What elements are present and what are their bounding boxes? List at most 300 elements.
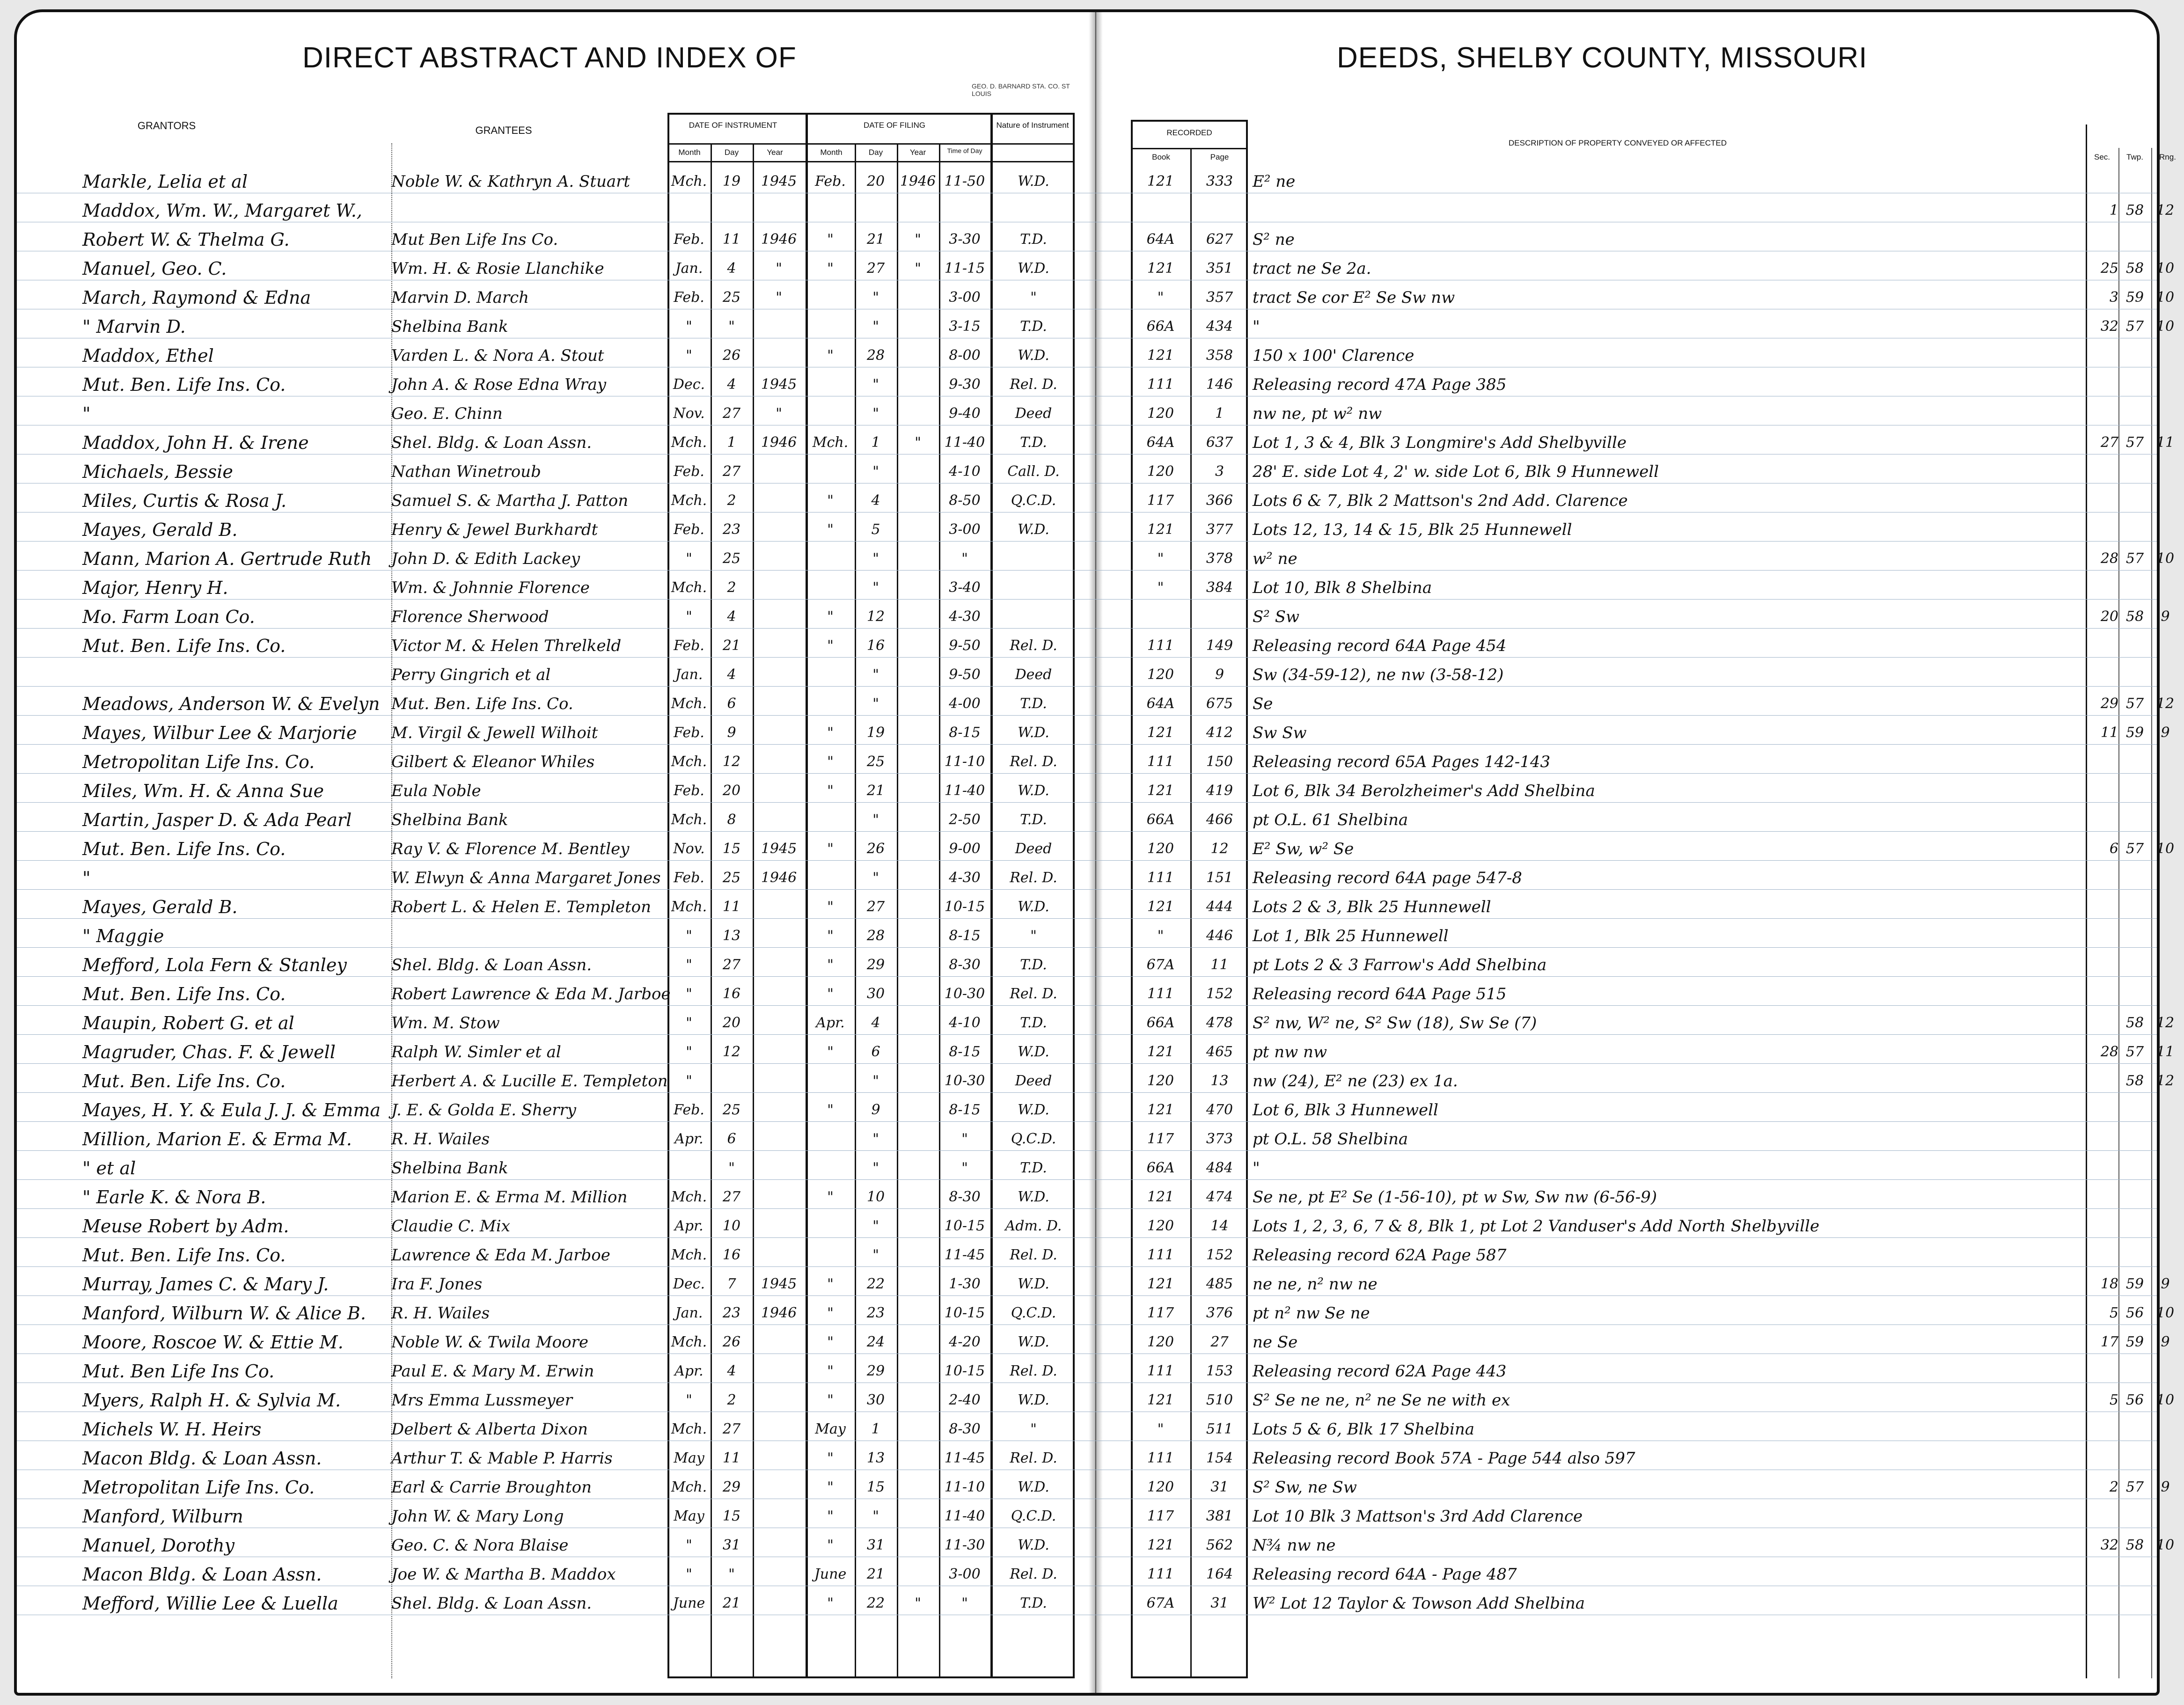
grantee-cell: Geo. E. Chinn: [391, 404, 503, 423]
filing-day-cell: 24: [866, 1334, 885, 1350]
instrument-month-cell: ": [686, 1073, 692, 1089]
rng-cell: 10: [2156, 260, 2175, 277]
row-rule: [17, 657, 2157, 658]
grantee-cell: Mrs Emma Lussmeyer: [391, 1391, 573, 1410]
row-rule: [17, 1005, 2157, 1006]
instrument-day-cell: 21: [722, 1595, 741, 1611]
time-of-day-cell: 11-40: [944, 1508, 985, 1524]
nature-cell: Q.C.D.: [1011, 1305, 1056, 1321]
description-cell: Releasing record 64A page 547-8: [1253, 869, 1522, 887]
book-cell: 120: [1147, 463, 1174, 480]
sec-cell: 17: [2100, 1334, 2118, 1350]
filing-day-cell: 6: [871, 1044, 880, 1060]
instrument-day-cell: 27: [722, 1189, 741, 1205]
header-f-year: Year: [909, 148, 926, 157]
instrument-day-cell: 4: [727, 1363, 736, 1379]
row-rule: [17, 715, 2157, 716]
filing-day-cell: 5: [871, 521, 880, 538]
instrument-month-cell: Mch.: [671, 434, 707, 451]
instrument-day-cell: 29: [722, 1479, 741, 1495]
page-cell: 412: [1206, 724, 1233, 741]
instrument-day-cell: 4: [727, 608, 736, 625]
twp-cell: 57: [2125, 1044, 2144, 1060]
instrument-month-cell: Feb.: [674, 783, 704, 799]
instrument-month-cell: Mch.: [671, 1189, 707, 1205]
instrument-year-cell: 1946: [761, 434, 797, 451]
description-cell: Sw (34-59-12), ne nw (3-58-12): [1253, 666, 1504, 684]
rng-cell: 12: [2156, 202, 2175, 219]
instrument-month-cell: Dec.: [673, 1276, 705, 1292]
row-rule: [17, 889, 2157, 890]
rng-cell: 9: [2161, 1479, 2170, 1495]
nature-cell: W.D.: [1018, 260, 1049, 277]
book-cell: 66A: [1146, 318, 1175, 335]
book-cell: 121: [1147, 783, 1174, 799]
description-cell: S² Sw: [1253, 607, 1300, 626]
grantee-cell: W. Elwyn & Anna Margaret Jones: [391, 869, 661, 887]
header-book: Book: [1152, 153, 1170, 161]
grantor-cell: Major, Henry H.: [82, 578, 228, 598]
page-cell: 446: [1206, 928, 1233, 944]
sec-cell: 29: [2100, 695, 2118, 712]
instrument-month-cell: ": [686, 608, 692, 625]
row-rule: [17, 831, 2157, 832]
nature-cell: Q.C.D.: [1011, 1508, 1056, 1524]
time-of-day-cell: 10-30: [944, 1073, 985, 1089]
description-cell: Lot 1, 3 & 4, Blk 3 Longmire's Add Shelbyville: [1253, 433, 1627, 452]
instrument-month-cell: Feb.: [674, 637, 704, 654]
grantor-cell: Mut. Ben. Life Ins. Co.: [82, 374, 286, 395]
page-cell: 474: [1206, 1189, 1233, 1205]
time-of-day-cell: 11-40: [944, 434, 985, 451]
header-i-day: Day: [724, 148, 739, 157]
grantor-cell: Maddox, Ethel: [82, 345, 214, 366]
filing-month-cell: ": [827, 521, 834, 538]
filing-year-cell: 1946: [900, 173, 936, 190]
instrument-day-cell: 21: [722, 637, 741, 654]
grantor-cell: Mayes, Gerald B.: [82, 520, 238, 540]
row-rule: [17, 773, 2157, 774]
instrument-month-cell: ": [686, 986, 692, 1002]
instrument-month-cell: Jan.: [675, 666, 703, 683]
sec-cell: 3: [2109, 289, 2118, 306]
description-cell: N¾ nw ne: [1253, 1536, 1336, 1555]
filing-month-cell: ": [827, 1102, 834, 1118]
sec-cell: 1: [2109, 202, 2118, 219]
rng-cell: 9: [2161, 724, 2170, 741]
row-rule: [17, 918, 2157, 919]
description-cell: Lots 6 & 7, Blk 2 Mattson's 2nd Add. Clarence: [1253, 491, 1628, 510]
instrument-month-cell: Apr.: [674, 1363, 704, 1379]
row-rule: [17, 570, 2157, 571]
nature-cell: ": [1030, 289, 1037, 306]
description-cell: tract ne Se 2a.: [1253, 259, 1371, 278]
instrument-month-cell: May: [674, 1450, 704, 1466]
time-of-day-cell: 9-40: [949, 405, 981, 422]
filing-month-cell: ": [827, 841, 834, 857]
page-cell: 1: [1215, 405, 1224, 422]
instrument-day-cell: 19: [722, 173, 741, 190]
instrument-month-cell: Mch.: [671, 695, 707, 712]
rng-cell: 10: [2156, 1537, 2175, 1553]
row-rule: [17, 541, 2157, 542]
twp-cell: 58: [2125, 1073, 2144, 1089]
instrument-day-cell: 11: [722, 899, 741, 915]
grantor-cell: Maddox, John H. & Irene: [82, 432, 309, 453]
filing-month-cell: May: [815, 1421, 846, 1437]
filing-day-cell: 12: [866, 608, 885, 625]
nature-cell: ": [1030, 928, 1037, 944]
book-cell: 121: [1147, 347, 1174, 364]
sec-cell: 6: [2109, 841, 2118, 857]
book-cell: 117: [1147, 1508, 1174, 1524]
filing-month-cell: ": [827, 637, 834, 654]
nature-cell: Rel. D.: [1010, 1566, 1057, 1582]
nature-cell: W.D.: [1018, 521, 1049, 538]
grantee-cell: Shel. Bldg. & Loan Assn.: [391, 433, 592, 452]
instrument-day-cell: 6: [727, 695, 736, 712]
instrument-year-cell: 1946: [761, 1305, 797, 1321]
grantor-cell: Mut. Ben. Life Ins. Co.: [82, 636, 286, 656]
grantor-cell: Meadows, Anderson W. & Evelyn: [82, 694, 380, 714]
filing-month-cell: ": [827, 783, 834, 799]
time-of-day-cell: 8-00: [949, 347, 981, 364]
grantee-cell: Shelbina Bank: [391, 811, 508, 829]
sec-cell: 5: [2109, 1305, 2118, 1321]
filing-year-cell: ": [915, 260, 921, 277]
grantee-cell: Ralph W. Simler et al: [391, 1043, 561, 1061]
instrument-month-cell: Mch.: [671, 579, 707, 596]
twp-cell: 59: [2125, 724, 2144, 741]
grantor-cell: Mo. Farm Loan Co.: [82, 607, 255, 627]
description-cell: E² ne: [1253, 172, 1296, 191]
filing-day-cell: 28: [866, 347, 885, 364]
page-cell: 358: [1206, 347, 1233, 364]
grantee-cell: Ira F. Jones: [391, 1275, 483, 1294]
book-cell: 121: [1147, 1392, 1174, 1408]
page-cell: 637: [1206, 434, 1233, 451]
filing-month-cell: ": [827, 1595, 834, 1611]
page-cell: 14: [1210, 1218, 1229, 1234]
ledger-book: [14, 9, 2176, 1696]
instrument-month-cell: Jan.: [675, 1305, 703, 1321]
time-of-day-cell: 3-30: [949, 231, 981, 248]
page-cell: 154: [1206, 1450, 1233, 1466]
nature-cell: W.D.: [1018, 347, 1049, 364]
description-cell: ne ne, n² nw ne: [1253, 1275, 1378, 1294]
time-of-day-cell: 4-00: [949, 695, 981, 712]
row-rule: [17, 744, 2157, 745]
filing-month-cell: ": [827, 957, 834, 973]
instrument-month-cell: Feb.: [674, 1102, 704, 1118]
grantor-cell: Magruder, Chas. F. & Jewell: [82, 1042, 336, 1062]
description-cell: w² ne: [1253, 549, 1297, 568]
time-of-day-cell: 4-10: [949, 1015, 981, 1031]
page-cell: 485: [1206, 1276, 1233, 1292]
book-cell: ": [1157, 1421, 1164, 1437]
filing-day-cell: 31: [866, 1537, 885, 1553]
nature-cell: Deed: [1015, 1073, 1052, 1089]
filing-day-cell: 19: [866, 724, 885, 741]
description-cell: ne Se: [1253, 1333, 1298, 1352]
grantor-cell: Mut. Ben. Life Ins. Co.: [82, 839, 286, 859]
grantee-cell: Perry Gingrich et al: [391, 666, 551, 684]
page-cell: 13: [1210, 1073, 1229, 1089]
filing-month-cell: Feb.: [815, 173, 846, 190]
rng-cell: 10: [2156, 550, 2175, 567]
filing-day-cell: 27: [866, 899, 885, 915]
instrument-day-cell: 9: [727, 724, 736, 741]
twp-cell: 56: [2125, 1305, 2144, 1321]
time-of-day-cell: 1-30: [949, 1276, 981, 1292]
description-cell: Releasing record 62A Page 443: [1253, 1362, 1507, 1381]
header-date-of-filing: DATE OF FILING: [864, 121, 925, 130]
twp-cell: 58: [2125, 1015, 2144, 1031]
filing-month-cell: ": [827, 754, 834, 770]
filing-day-cell: ": [872, 1508, 879, 1524]
header-page: Page: [1210, 153, 1229, 161]
nature-cell: W.D.: [1018, 724, 1049, 741]
nature-cell: Deed: [1015, 405, 1052, 422]
page-cell: 164: [1206, 1566, 1233, 1582]
time-of-day-cell: 9-00: [949, 841, 981, 857]
time-of-day-cell: 11-30: [944, 1537, 985, 1553]
grantor-cell: Mefford, Lola Fern & Stanley: [82, 955, 347, 975]
left-page-title: DIRECT ABSTRACT AND INDEX OF: [302, 42, 797, 74]
twp-cell: 59: [2125, 1276, 2144, 1292]
grantee-cell: Ray V. & Florence M. Bentley: [391, 840, 630, 858]
time-of-day-cell: 8-15: [949, 928, 981, 944]
time-of-day-cell: 3-00: [949, 289, 981, 306]
time-of-day-cell: 8-30: [949, 957, 981, 973]
book-cell: 120: [1147, 666, 1174, 683]
row-rule: [17, 1208, 2157, 1209]
time-of-day-cell: 8-30: [949, 1421, 981, 1437]
book-cell: 67A: [1146, 1595, 1175, 1611]
filing-day-cell: ": [872, 376, 879, 393]
book-cell: 66A: [1146, 1160, 1175, 1176]
row-rule: [17, 1237, 2157, 1238]
instrument-month-cell: ": [686, 1537, 692, 1553]
filing-day-cell: ": [872, 812, 879, 828]
nature-cell: T.D.: [1020, 1160, 1047, 1176]
book-cell: 64A: [1146, 231, 1175, 248]
grantee-cell: Joe W. & Martha B. Maddox: [391, 1565, 616, 1584]
grantor-cell: Miles, Wm. H. & Anna Sue: [82, 781, 324, 801]
instrument-day-cell: 2: [727, 1392, 736, 1408]
page-cell: 484: [1206, 1160, 1233, 1176]
description-cell: Lot 6, Blk 3 Hunnewell: [1253, 1101, 1438, 1120]
grantor-cell: Robert W. & Thelma G.: [82, 229, 290, 250]
header-f-month: Month: [820, 148, 843, 157]
grantor-cell: Myers, Ralph H. & Sylvia M.: [82, 1390, 341, 1411]
grantee-cell: M. Virgil & Jewell Wilhoit: [391, 724, 598, 742]
header-description: DESCRIPTION OF PROPERTY CONVEYED OR AFFECTED: [1509, 139, 1727, 147]
description-cell: Releasing record 62A Page 587: [1253, 1246, 1507, 1265]
grantee-cell: Shel. Bldg. & Loan Assn.: [391, 956, 592, 974]
row-rule: [17, 599, 2157, 600]
time-of-day-cell: 8-15: [949, 1044, 981, 1060]
time-of-day-cell: 11-15: [944, 260, 985, 277]
time-of-day-cell: ": [961, 1131, 968, 1147]
book-cell: 111: [1147, 754, 1174, 770]
book-cell: 121: [1147, 1276, 1174, 1292]
header-i-year: Year: [767, 148, 783, 157]
instrument-month-cell: Feb.: [674, 521, 704, 538]
rng-cell: 12: [2156, 1073, 2175, 1089]
sec-cell: 18: [2100, 1276, 2118, 1292]
page-cell: 3: [1215, 463, 1224, 480]
filing-month-cell: ": [827, 1508, 834, 1524]
book-cell: 64A: [1146, 695, 1175, 712]
nature-cell: T.D.: [1020, 812, 1047, 828]
nature-cell: T.D.: [1020, 957, 1047, 973]
grantee-cell: Herbert A. & Lucille E. Templeton: [391, 1072, 668, 1090]
time-of-day-cell: ": [961, 1160, 968, 1176]
grantee-cell: Robert L. & Helen E. Templeton: [391, 898, 652, 916]
time-of-day-cell: 10-15: [944, 899, 985, 915]
filing-day-cell: 23: [866, 1305, 885, 1321]
nature-cell: W.D.: [1018, 783, 1049, 799]
header-i-month: Month: [678, 148, 701, 157]
right-page-title: DEEDS, SHELBY COUNTY, MISSOURI: [1337, 42, 1868, 74]
row-rule: [17, 1324, 2157, 1325]
row-rule: [17, 1121, 2157, 1122]
description-cell: Lots 2 & 3, Blk 25 Hunnewell: [1253, 898, 1491, 916]
time-of-day-cell: 10-30: [944, 986, 985, 1002]
description-cell: tract Se cor E² Se Sw nw: [1253, 288, 1455, 307]
instrument-day-cell: 25: [722, 289, 741, 306]
instrument-day-cell: 26: [722, 347, 741, 364]
sec-cell: 27: [2100, 434, 2118, 451]
row-rule: [17, 1092, 2157, 1093]
filing-month-cell: ": [827, 1334, 834, 1350]
grantor-cell: Maupin, Robert G. et al: [82, 1013, 294, 1033]
description-cell: Lots 1, 2, 3, 6, 7 & 8, Blk 1, pt Lot 2 Vanduser's Add North Shelbyville: [1253, 1217, 1819, 1236]
description-cell: Releasing record 65A Pages 142-143: [1253, 753, 1551, 771]
time-of-day-cell: 3-40: [949, 579, 981, 596]
grantee-cell: John W. & Mary Long: [391, 1507, 564, 1526]
book-cell: ": [1157, 579, 1164, 596]
twp-cell: 57: [2125, 434, 2144, 451]
instrument-day-cell: 8: [727, 812, 736, 828]
grantee-cell: Florence Sherwood: [391, 607, 549, 626]
description-cell: pt O.L. 58 Shelbina: [1253, 1130, 1408, 1149]
nature-cell: Rel. D.: [1010, 637, 1057, 654]
nature-cell: W.D.: [1018, 1044, 1049, 1060]
filing-month-cell: ": [827, 1450, 834, 1466]
instrument-month-cell: Nov.: [673, 405, 705, 422]
instrument-day-cell: 12: [722, 754, 741, 770]
nature-cell: Rel. D.: [1010, 1247, 1057, 1263]
description-cell: pt n² nw Se ne: [1253, 1304, 1370, 1323]
grantee-cell: Mut Ben Life Ins Co.: [391, 230, 558, 249]
instrument-month-cell: May: [674, 1508, 704, 1524]
header-rng: Rng.: [2159, 153, 2176, 161]
grantee-cell: John D. & Edith Lackey: [391, 549, 580, 568]
row-rule: [17, 802, 2157, 803]
twp-cell: 58: [2125, 260, 2144, 277]
instrument-year-cell: 1945: [761, 1276, 797, 1292]
description-cell: Releasing record Book 57A - Page 544 also 597: [1253, 1449, 1635, 1468]
filing-day-cell: 29: [866, 957, 885, 973]
page-cell: 510: [1206, 1392, 1233, 1408]
page-cell: 511: [1206, 1421, 1233, 1437]
page-cell: 478: [1206, 1015, 1233, 1031]
instrument-day-cell: 27: [722, 463, 741, 480]
instrument-day-cell: 13: [722, 928, 741, 944]
rng-cell: 9: [2161, 608, 2170, 625]
time-of-day-cell: 4-30: [949, 870, 981, 886]
grantor-cell: Meuse Robert by Adm.: [82, 1216, 289, 1237]
description-cell: Lot 10, Blk 8 Shelbina: [1253, 578, 1432, 597]
instrument-month-cell: Mch.: [671, 173, 707, 190]
instrument-month-cell: ": [686, 1392, 692, 1408]
description-cell: Releasing record 64A Page 454: [1253, 637, 1507, 655]
description-cell: W² Lot 12 Taylor & Towson Add Shelbina: [1253, 1594, 1585, 1613]
row-rule: [17, 947, 2157, 948]
time-of-day-cell: 10-15: [944, 1218, 985, 1234]
page-cell: 151: [1206, 870, 1233, 886]
page-cell: 351: [1206, 260, 1233, 277]
description-cell: Lots 5 & 6, Blk 17 Shelbina: [1253, 1420, 1475, 1439]
grantor-cell: Manuel, Geo. C.: [82, 258, 227, 279]
grantor-cell: Murray, James C. & Mary J.: [82, 1274, 329, 1295]
filing-day-cell: ": [872, 550, 879, 567]
time-of-day-cell: 11-45: [944, 1450, 985, 1466]
time-of-day-cell: 10-15: [944, 1305, 985, 1321]
nature-cell: Rel. D.: [1010, 754, 1057, 770]
book-cell: 120: [1147, 1218, 1174, 1234]
page-cell: 562: [1206, 1537, 1233, 1553]
book-cell: ": [1157, 550, 1164, 567]
filing-day-cell: ": [872, 870, 879, 886]
description-cell: S² Sw, ne Sw: [1253, 1478, 1357, 1497]
instrument-month-cell: Feb.: [674, 289, 704, 306]
filing-month-cell: ": [827, 1189, 834, 1205]
page-cell: 376: [1206, 1305, 1233, 1321]
instrument-day-cell: 6: [727, 1131, 736, 1147]
description-cell: Releasing record 47A Page 385: [1253, 375, 1507, 394]
sec-cell: 32: [2100, 318, 2118, 335]
book-cell: 120: [1147, 1073, 1174, 1089]
instrument-day-cell: ": [728, 1160, 735, 1176]
instrument-month-cell: June: [673, 1595, 705, 1611]
filing-month-cell: ": [827, 1363, 834, 1379]
grantee-cell: Delbert & Alberta Dixon: [391, 1420, 588, 1439]
filing-day-cell: 4: [871, 492, 880, 509]
book-cell: 121: [1147, 724, 1174, 741]
grantee-cell: Wm. M. Stow: [391, 1014, 500, 1032]
nature-cell: Rel. D.: [1010, 870, 1057, 886]
grantee-cell: Wm. H. & Rosie Llanchike: [391, 259, 604, 278]
filing-day-cell: 15: [866, 1479, 885, 1495]
twp-cell: 57: [2125, 550, 2144, 567]
filing-month-cell: ": [827, 1044, 834, 1060]
page-cell: 366: [1206, 492, 1233, 509]
row-rule: [17, 1150, 2157, 1151]
filing-day-cell: ": [872, 666, 879, 683]
book-cell: 66A: [1146, 1015, 1175, 1031]
page-cell: 377: [1206, 521, 1233, 538]
book-cell: 121: [1147, 1102, 1174, 1118]
grantee-cell: J. E. & Golda E. Sherry: [391, 1101, 576, 1120]
instrument-day-cell: 11: [722, 1450, 741, 1466]
instrument-month-cell: Mch.: [671, 754, 707, 770]
book-cell: 111: [1147, 870, 1174, 886]
filing-month-cell: ": [827, 928, 834, 944]
filing-day-cell: 26: [866, 841, 885, 857]
